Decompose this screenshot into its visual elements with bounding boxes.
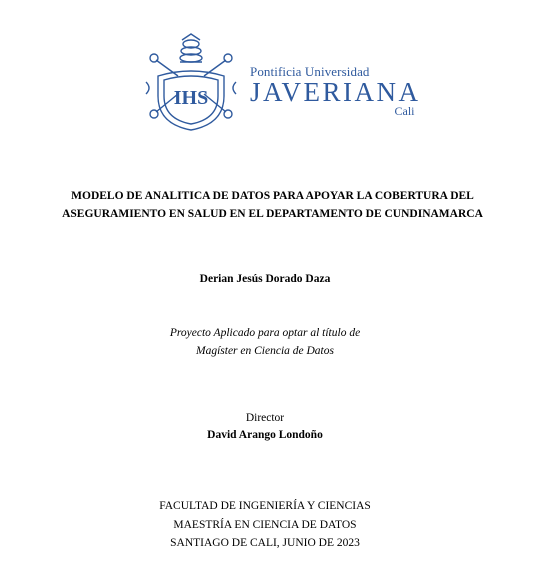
logo-wordmark <box>250 64 421 119</box>
purpose-line-1: Proyecto Aplicado para optar al título de <box>169 327 361 339</box>
document-title <box>30 187 515 223</box>
logo-line-1: Pontificia Universidad <box>250 64 370 79</box>
title-line-1: MODELO DE ANALITICA DE DATOS PARA APOYAR LA COBERTURA DEL <box>71 190 474 202</box>
logo-monogram: IHS <box>173 87 209 109</box>
institution-footer <box>0 497 530 553</box>
logo-line-2: JAVERIANA <box>250 77 421 107</box>
director-label: Director <box>245 412 285 424</box>
author-name: Derian Jesús Dorado Daza <box>199 273 331 285</box>
footer-program: MAESTRÍA EN CIENCIA DE DATOS <box>173 518 357 531</box>
director-name: David Arango Londoño <box>207 429 323 441</box>
logo-line-3: Cali <box>394 104 415 118</box>
coat-of-arms-icon <box>138 32 244 132</box>
degree-purpose <box>0 324 530 360</box>
title-line-2: ASEGURAMIENTO EN SALUD EN EL DEPARTAMENTO DE CUNDINAMARCA <box>62 208 483 220</box>
footer-place-date: SANTIAGO DE CALI, JUNIO DE 2023 <box>170 537 360 549</box>
footer-faculty: FACULTAD DE INGENIERÍA Y CIENCIAS <box>159 500 371 512</box>
purpose-line-2: Magíster en Ciencia de Datos <box>196 345 334 357</box>
university-logo <box>138 32 421 132</box>
